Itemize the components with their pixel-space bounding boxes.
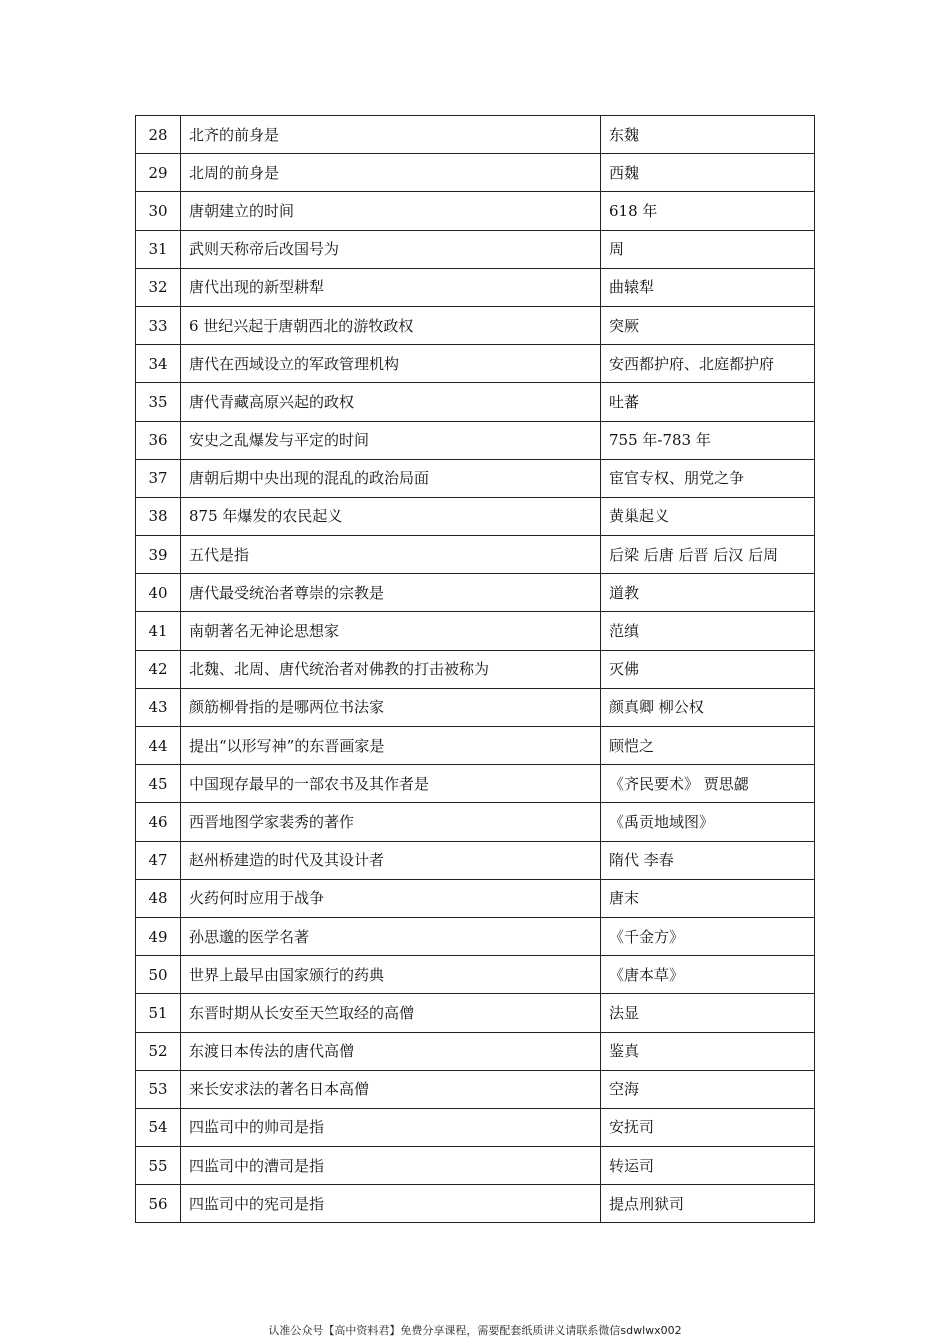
table-row bbox=[136, 917, 815, 955]
question-cell: 唐朝建立的时间 bbox=[181, 192, 601, 230]
row-number: 49 bbox=[136, 917, 181, 955]
question-cell: 武则天称帝后改国号为 bbox=[181, 230, 601, 268]
table-row bbox=[136, 803, 815, 841]
row-number: 39 bbox=[136, 536, 181, 574]
table-row bbox=[136, 230, 815, 268]
answer-cell: 周 bbox=[601, 230, 815, 268]
question-cell: 东晋时期从长安至天竺取经的高僧 bbox=[181, 994, 601, 1032]
row-number: 33 bbox=[136, 306, 181, 344]
row-number: 38 bbox=[136, 497, 181, 535]
answer-cell: 黄巢起义 bbox=[601, 497, 815, 535]
table-row bbox=[136, 1108, 815, 1146]
table-row bbox=[136, 956, 815, 994]
question-cell: 东渡日本传法的唐代高僧 bbox=[181, 1032, 601, 1070]
answer-cell: 《禹贡地域图》 bbox=[601, 803, 815, 841]
table-row bbox=[136, 1070, 815, 1108]
row-number: 29 bbox=[136, 154, 181, 192]
row-number: 28 bbox=[136, 116, 181, 154]
question-cell: 颜筋柳骨指的是哪两位书法家 bbox=[181, 688, 601, 726]
table-row bbox=[136, 421, 815, 459]
answer-cell: 顾恺之 bbox=[601, 727, 815, 765]
table-row bbox=[136, 650, 815, 688]
row-number: 36 bbox=[136, 421, 181, 459]
row-number: 30 bbox=[136, 192, 181, 230]
row-number: 43 bbox=[136, 688, 181, 726]
answer-cell: 宦官专权、朋党之争 bbox=[601, 459, 815, 497]
question-cell: 唐朝后期中央出现的混乱的政治局面 bbox=[181, 459, 601, 497]
answer-cell: 西魏 bbox=[601, 154, 815, 192]
row-number: 34 bbox=[136, 345, 181, 383]
row-number: 32 bbox=[136, 268, 181, 306]
question-cell: 安史之乱爆发与平定的时间 bbox=[181, 421, 601, 459]
question-cell: 6 世纪兴起于唐朝西北的游牧政权 bbox=[181, 306, 601, 344]
question-cell: 南朝著名无神论思想家 bbox=[181, 612, 601, 650]
table-row bbox=[136, 765, 815, 803]
answer-cell: 法显 bbox=[601, 994, 815, 1032]
qa-table bbox=[135, 115, 815, 1223]
row-number: 31 bbox=[136, 230, 181, 268]
table-row bbox=[136, 994, 815, 1032]
answer-cell: 曲辕犁 bbox=[601, 268, 815, 306]
table-row bbox=[136, 1032, 815, 1070]
answer-cell: 灭佛 bbox=[601, 650, 815, 688]
table-row bbox=[136, 1147, 815, 1185]
question-cell: 875 年爆发的农民起义 bbox=[181, 497, 601, 535]
table-row bbox=[136, 1185, 815, 1223]
answer-cell: 755 年-783 年 bbox=[601, 421, 815, 459]
row-number: 35 bbox=[136, 383, 181, 421]
footer-note: 认准公众号【高中资料君】免费分享课程，需要配套纸质讲义请联系微信sdwlwx002 bbox=[268, 1324, 682, 1337]
answer-cell: 后梁 后唐 后晋 后汉 后周 bbox=[601, 536, 815, 574]
table-row bbox=[136, 192, 815, 230]
question-cell: 提出“以形写神”的东晋画家是 bbox=[181, 727, 601, 765]
table-row bbox=[136, 688, 815, 726]
table-row bbox=[136, 574, 815, 612]
answer-cell: 安西都护府、北庭都护府 bbox=[601, 345, 815, 383]
question-cell: 火药何时应用于战争 bbox=[181, 879, 601, 917]
answer-cell: 颜真卿 柳公权 bbox=[601, 688, 815, 726]
table-row bbox=[136, 536, 815, 574]
row-number: 52 bbox=[136, 1032, 181, 1070]
question-cell: 四监司中的帅司是指 bbox=[181, 1108, 601, 1146]
question-cell: 世界上最早由国家颁行的药典 bbox=[181, 956, 601, 994]
question-cell: 中国现存最早的一部农书及其作者是 bbox=[181, 765, 601, 803]
question-cell: 孙思邈的医学名著 bbox=[181, 917, 601, 955]
answer-cell: 范缜 bbox=[601, 612, 815, 650]
row-number: 51 bbox=[136, 994, 181, 1032]
table-row bbox=[136, 383, 815, 421]
row-number: 44 bbox=[136, 727, 181, 765]
answer-cell: 《唐本草》 bbox=[601, 956, 815, 994]
answer-cell: 《齐民要术》 贾思勰 bbox=[601, 765, 815, 803]
question-cell: 唐代在西域设立的军政管理机构 bbox=[181, 345, 601, 383]
question-cell: 五代是指 bbox=[181, 536, 601, 574]
answer-cell: 隋代 李春 bbox=[601, 841, 815, 879]
table-row bbox=[136, 841, 815, 879]
answer-cell: 618 年 bbox=[601, 192, 815, 230]
answer-cell: 提点刑狱司 bbox=[601, 1185, 815, 1223]
question-cell: 来长安求法的著名日本高僧 bbox=[181, 1070, 601, 1108]
question-cell: 唐代青藏高原兴起的政权 bbox=[181, 383, 601, 421]
row-number: 47 bbox=[136, 841, 181, 879]
question-cell: 唐代出现的新型耕犁 bbox=[181, 268, 601, 306]
row-number: 46 bbox=[136, 803, 181, 841]
table-row bbox=[136, 727, 815, 765]
answer-cell: 突厥 bbox=[601, 306, 815, 344]
answer-cell: 空海 bbox=[601, 1070, 815, 1108]
answer-cell: 吐蕃 bbox=[601, 383, 815, 421]
question-cell: 唐代最受统治者尊崇的宗教是 bbox=[181, 574, 601, 612]
answer-cell: 唐末 bbox=[601, 879, 815, 917]
answer-cell: 《千金方》 bbox=[601, 917, 815, 955]
question-cell: 北齐的前身是 bbox=[181, 116, 601, 154]
row-number: 41 bbox=[136, 612, 181, 650]
table-row bbox=[136, 879, 815, 917]
table-row bbox=[136, 306, 815, 344]
question-cell: 西晋地图学家裴秀的著作 bbox=[181, 803, 601, 841]
answer-cell: 转运司 bbox=[601, 1147, 815, 1185]
table-row bbox=[136, 459, 815, 497]
row-number: 50 bbox=[136, 956, 181, 994]
answer-cell: 东魏 bbox=[601, 116, 815, 154]
row-number: 42 bbox=[136, 650, 181, 688]
row-number: 55 bbox=[136, 1147, 181, 1185]
row-number: 37 bbox=[136, 459, 181, 497]
answer-cell: 安抚司 bbox=[601, 1108, 815, 1146]
question-cell: 赵州桥建造的时代及其设计者 bbox=[181, 841, 601, 879]
table-row bbox=[136, 268, 815, 306]
table-row bbox=[136, 116, 815, 154]
answer-cell: 鉴真 bbox=[601, 1032, 815, 1070]
row-number: 53 bbox=[136, 1070, 181, 1108]
row-number: 45 bbox=[136, 765, 181, 803]
row-number: 56 bbox=[136, 1185, 181, 1223]
question-cell: 四监司中的宪司是指 bbox=[181, 1185, 601, 1223]
question-cell: 北魏、北周、唐代统治者对佛教的打击被称为 bbox=[181, 650, 601, 688]
table-row bbox=[136, 345, 815, 383]
row-number: 54 bbox=[136, 1108, 181, 1146]
row-number: 48 bbox=[136, 879, 181, 917]
answer-cell: 道教 bbox=[601, 574, 815, 612]
qa-table-body bbox=[136, 116, 815, 1223]
table-row bbox=[136, 497, 815, 535]
question-cell: 四监司中的漕司是指 bbox=[181, 1147, 601, 1185]
table-row bbox=[136, 154, 815, 192]
question-cell: 北周的前身是 bbox=[181, 154, 601, 192]
table-row bbox=[136, 612, 815, 650]
row-number: 40 bbox=[136, 574, 181, 612]
